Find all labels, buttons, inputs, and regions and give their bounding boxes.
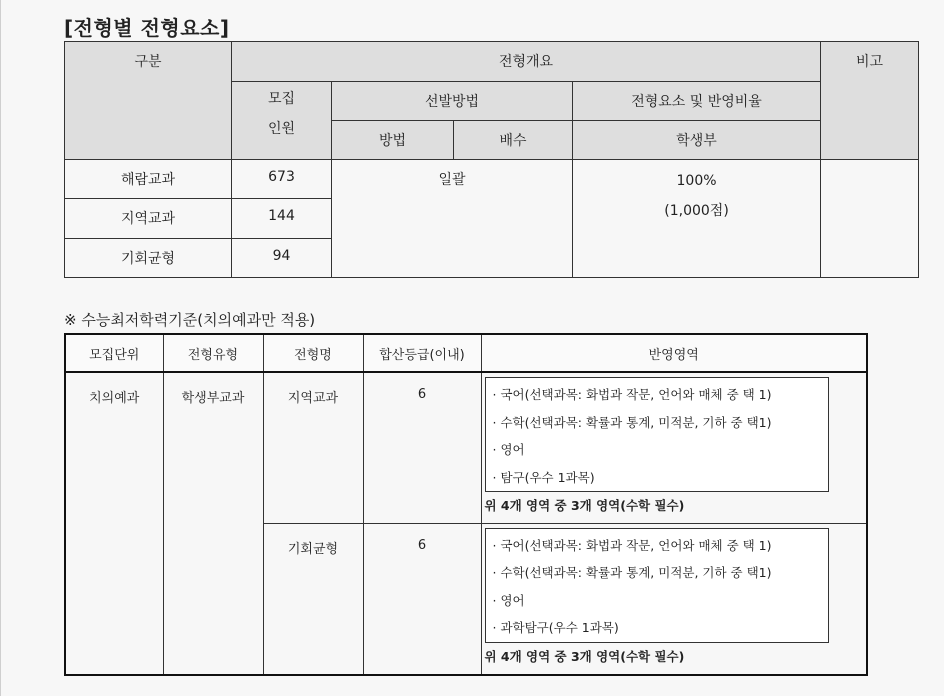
grade-value: 6: [363, 523, 481, 675]
areas-cell: [481, 523, 867, 675]
area-item: · 영어: [492, 592, 525, 608]
areas-cell: [481, 372, 867, 523]
type-value: 학생부교과: [163, 372, 263, 675]
page-left-edge: [0, 0, 1, 696]
row-count: 673: [232, 160, 332, 199]
row-category: 해람교과: [65, 160, 232, 199]
header-recruit-line1: 모집: [267, 91, 296, 107]
unit-value: 치의예과: [65, 372, 163, 675]
header-type: 전형유형: [163, 334, 263, 372]
method-value: 일괄: [332, 160, 573, 278]
area-item: · 영어: [492, 442, 525, 457]
row-count: 144: [232, 199, 332, 239]
area-item: · 과학탐구(우수 1과목): [492, 620, 619, 635]
header-grade: 합산등급(이내): [363, 334, 481, 372]
header-selection-method: 선발방법: [332, 82, 573, 121]
header-elements-ratio: 전형요소 및 반영비율: [573, 82, 821, 121]
selection-elements-table: [64, 41, 919, 278]
exam-name: 지역교과: [263, 372, 363, 523]
area-item: · 국어(선택과목: 화법과 작문, 언어와 매체 중 택 1): [492, 537, 772, 553]
header-method: 방법: [332, 121, 454, 160]
header-remarks: 비고: [821, 42, 919, 160]
header-multiplier: 배수: [454, 121, 573, 160]
header-unit: 모집단위: [65, 334, 163, 372]
section-title: [전형별 전형요소]: [64, 16, 230, 40]
row-category: 지역교과: [65, 199, 232, 239]
exam-name: 기회균형: [263, 523, 363, 675]
row-count: 94: [232, 239, 332, 278]
header-recruit-count: [232, 82, 332, 160]
header-name: 전형명: [263, 334, 363, 372]
header-areas: 반영영역: [481, 334, 867, 372]
minimum-standard-note: ※ 수능최저학력기준(치의예과만 적용): [64, 311, 316, 329]
areas-summary: 위 4개 영역 중 3개 영역(수학 필수): [484, 498, 685, 513]
areas-box: [485, 377, 829, 492]
ratio-value: 100%: [676, 173, 717, 189]
header-recruit-line2: 인원: [267, 121, 296, 137]
grade-value: 6: [363, 372, 481, 523]
score-value: (1,000점): [664, 203, 729, 219]
area-item: · 수학(선택과목: 확률과 통계, 미적분, 기하 중 택1): [492, 565, 772, 580]
areas-summary: 위 4개 영역 중 3개 영역(수학 필수): [484, 648, 685, 664]
area-item: · 수학(선택과목: 확률과 통계, 미적분, 기하 중 택1): [492, 414, 772, 430]
ratio-cell: [573, 160, 821, 278]
remarks-cell: [821, 160, 919, 278]
header-student-record: 학생부: [573, 121, 821, 160]
row-category: 기회균형: [65, 239, 232, 278]
header-category: 구분: [65, 42, 232, 160]
area-item: · 탐구(우수 1과목): [492, 469, 595, 485]
area-item: · 국어(선택과목: 화법과 작문, 언어와 매체 중 택 1): [492, 387, 772, 402]
header-overview: 전형개요: [232, 42, 821, 82]
areas-box: [485, 528, 829, 643]
minimum-standard-table: [64, 333, 868, 676]
